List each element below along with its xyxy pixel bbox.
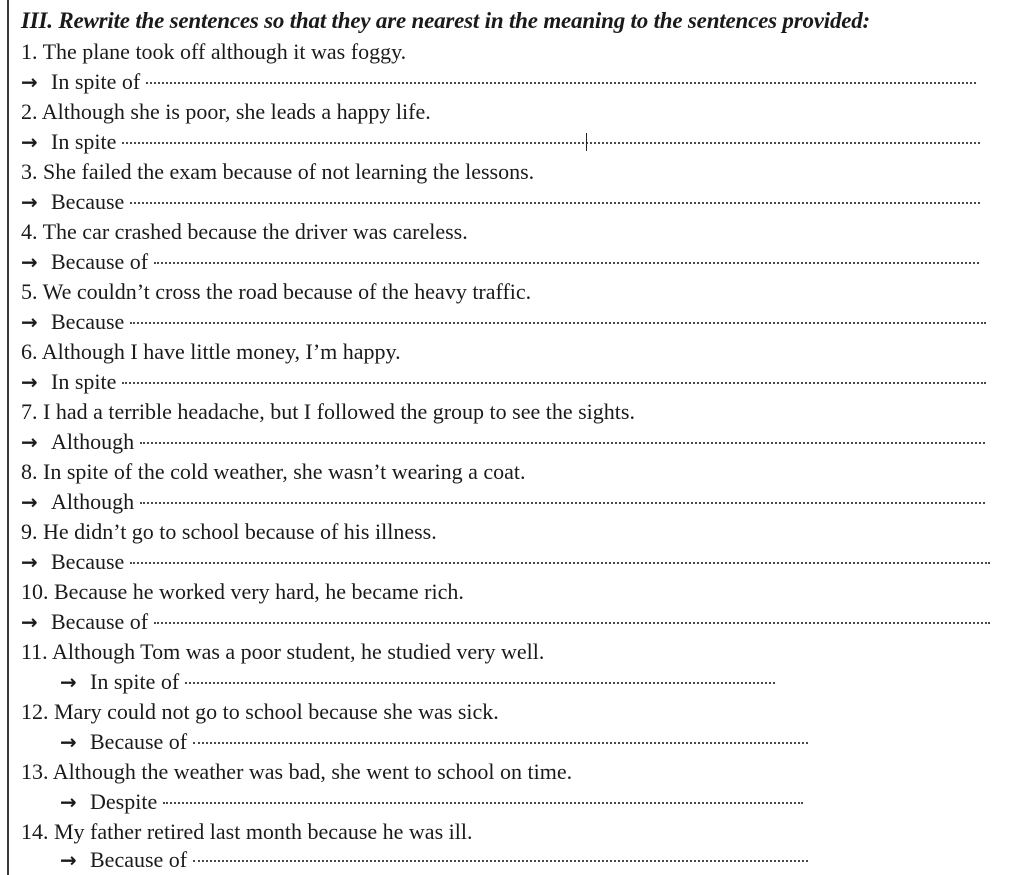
answer-blank[interactable] <box>130 200 980 204</box>
arrow-icon: → <box>21 550 38 574</box>
sentence-5: 5. We couldn’t cross the road because of the heavy traffic. <box>21 279 532 304</box>
answer-prefix: In spite of <box>51 69 141 94</box>
arrow-icon: → <box>21 610 38 634</box>
arrow-icon: → <box>21 250 38 274</box>
answer-blank[interactable] <box>154 260 979 264</box>
arrow-icon: → <box>21 310 38 334</box>
sentence-9: 9. He didn’t go to school because of his illness. <box>21 519 437 544</box>
answer-line-1[interactable] <box>21 67 976 97</box>
worksheet <box>7 0 1024 875</box>
answer-blank[interactable] <box>122 140 980 144</box>
answer-line-10[interactable] <box>21 607 990 637</box>
answer-line-8[interactable] <box>21 487 985 517</box>
arrow-icon: → <box>60 730 77 754</box>
answer-line-4[interactable] <box>21 247 979 277</box>
answer-prefix: Because <box>51 549 125 574</box>
answer-blank[interactable] <box>122 380 986 384</box>
answer-blank[interactable] <box>185 680 775 684</box>
answer-blank[interactable] <box>193 740 808 744</box>
answer-prefix: In spite <box>51 369 117 394</box>
answer-prefix: Because <box>51 189 125 214</box>
sentence-12: 12. Mary could not go to school because she was sick. <box>21 699 499 724</box>
answer-line-6[interactable] <box>21 367 986 397</box>
sentence-7: 7. I had a terrible headache, but I followed the group to see the sights. <box>21 399 635 424</box>
sentence-2: 2. Although she is poor, she leads a happy life. <box>21 99 431 124</box>
arrow-icon: → <box>60 848 77 872</box>
sentence-6: 6. Although I have little money, I’m happy. <box>21 339 401 364</box>
answer-line-3[interactable] <box>21 187 980 217</box>
sentence-8: 8. In spite of the cold weather, she wasn’t wearing a coat. <box>21 459 526 484</box>
answer-prefix: In spite of <box>90 669 180 694</box>
answer-prefix: Because of <box>90 847 188 872</box>
answer-line-12[interactable] <box>60 727 808 757</box>
answer-blank[interactable] <box>130 560 990 564</box>
answer-blank[interactable] <box>193 858 808 862</box>
arrow-icon: → <box>21 130 38 154</box>
arrow-icon: → <box>21 370 38 394</box>
sentence-13: 13. Although the weather was bad, she went to school on time. <box>21 759 573 784</box>
answer-blank[interactable] <box>154 620 990 624</box>
arrow-icon: → <box>21 70 38 94</box>
answer-line-9[interactable] <box>21 547 990 577</box>
answer-blank[interactable] <box>163 800 803 804</box>
answer-prefix: Although <box>51 489 135 514</box>
arrow-icon: → <box>60 790 77 814</box>
arrow-icon: → <box>21 490 38 514</box>
sentence-1: 1. The plane took off although it was foggy. <box>21 39 407 64</box>
sentence-14: 14. My father retired last month because he was ill. <box>21 819 473 844</box>
answer-blank[interactable] <box>130 320 986 324</box>
answer-blank[interactable] <box>146 80 976 84</box>
answer-prefix: Because <box>51 309 125 334</box>
answer-blank[interactable] <box>140 440 985 444</box>
answer-prefix: Despite <box>90 789 158 814</box>
answer-line-13[interactable] <box>60 787 803 817</box>
sentence-10: 10. Because he worked very hard, he became rich. <box>21 579 464 604</box>
arrow-icon: → <box>21 430 38 454</box>
answer-blank[interactable] <box>140 500 985 504</box>
answer-prefix: Although <box>51 429 135 454</box>
answer-line-7[interactable] <box>21 427 985 457</box>
answer-prefix: Because of <box>90 729 188 754</box>
text-cursor <box>586 133 587 151</box>
sentence-3: 3. She failed the exam because of not learning the lessons. <box>21 159 535 184</box>
answer-prefix: Because of <box>51 609 149 634</box>
answer-line-11[interactable] <box>60 667 775 697</box>
answer-line-14[interactable] <box>60 845 808 875</box>
answer-line-2[interactable] <box>21 127 980 157</box>
exercise-title: III. Rewrite the sentences so that they are nearest in the meaning to the sentences provided: <box>21 8 871 33</box>
answer-prefix: Because of <box>51 249 149 274</box>
sentence-11: 11. Although Tom was a poor student, he studied very well. <box>21 639 545 664</box>
answer-line-5[interactable] <box>21 307 986 337</box>
arrow-icon: → <box>60 670 77 694</box>
answer-prefix: In spite <box>51 129 117 154</box>
arrow-icon: → <box>21 190 38 214</box>
sentence-4: 4. The car crashed because the driver was careless. <box>21 219 468 244</box>
